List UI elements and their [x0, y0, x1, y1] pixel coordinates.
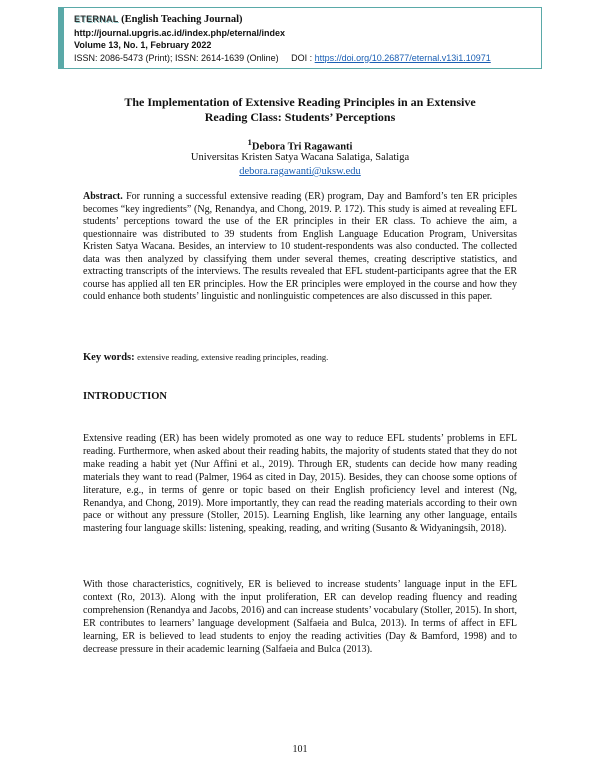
- author-name-text: Debora Tri Ragawanti: [251, 141, 353, 153]
- journal-issn-doi-line: [74, 52, 533, 65]
- paper-title-line-1: The Implementation of Extensive Reading Principles in an Extensive: [124, 95, 476, 109]
- author-affiliation: Universitas Kristen Satya Wacana Salatiga, Salatiga: [190, 152, 410, 163]
- journal-url[interactable]: http://journal.upgris.ac.id/index.php/eternal/index: [74, 27, 286, 38]
- abstract-label: Abstract.: [83, 191, 123, 202]
- keywords: [83, 352, 517, 363]
- author-email-line: [80, 166, 520, 177]
- author-email-link[interactable]: debora.ragawanti@uksw.edu: [239, 166, 361, 177]
- journal-logo: ETERNAL: [74, 14, 119, 24]
- journal-name-line: [74, 13, 533, 27]
- intro-paragraph-1: Extensive reading (ER) has been widely promoted as one way to reduce EFL students’ problems in EFL reading. Furthermore, when asked about their reading habits, the majority of students stated that they do not make reading a habit yet (Nur Affini et al., 2019). Through ER, students can decide how many reading materials they want to read (Palmer, 1964 as cited in Day, 2015). Besides, they can choose some options of literature, e.g., in terms of genre or topic based on their English proficiency level and interest (Ng, Renandya, and Chong, 2019). More importantly, they can read the reading materials according to their own pace or without any pressure (Stoller, 2015). Learning English, like learning any other language, entails mastering four language skills: listening, speaking, reading, and writing (Susanto & Widyaningsih, 2018).: [83, 433, 517, 535]
- journal-issn: ISSN: 2086-5473 (Print); ISSN: 2614-1639 (Online): [74, 52, 279, 63]
- paper-title-line-2: Reading Class: Students’ Perceptions: [204, 110, 396, 124]
- abstract-text: For running a successful extensive reading (ER) program, Day and Bamford’s ten ER priciples becomes “key ingredients” (Ng, Renandya, and Chong, 2019. P. 172). This study is aimed at revealing EFL students’ perceptions toward the use of the ER principles in their ER class. To achieve the aim, a questionnaire was distributed to 39 students from English Language Education Program, Universitas Kristen Satya Wacana. Besides, an interview to 10 student-respondents was also conducted. The collected data was then analyzed by classifying them under several themes, creating descriptive statistics, and extracting transcripts of the interviews. The results revealed that EFL student-participants agree that the ER course has applied all ten ER principles. How the ER principles were employed in the course and how they could enhance both students’ linguistic and nonlinguistic competences are also discussed in this paper.: [83, 191, 517, 302]
- page-number: 101: [292, 744, 308, 755]
- paper-title: [80, 95, 520, 125]
- section-heading-introduction: INTRODUCTION: [83, 391, 168, 402]
- doi-label: DOI :: [291, 52, 313, 63]
- keywords-text: extensive reading, extensive reading principles, reading.: [137, 352, 329, 362]
- journal-header: [58, 7, 542, 69]
- intro-paragraph-2: With those characteristics, cognitively, ER is believed to increase students’ language input in the EFL context (Ro, 2013). Along with the input proliferation, ER can develop reading fluency and reading comprehension (Renandya and Jacobs, 2016) and can increase students’ vocabulary (Stoller, 2015). In short, ER contributes to learners’ language development (Salfaeia and Bulca, 2013). In terms of affect in EFL learning, ER is believed to lead students to enjoy the reading activities (Day & Bamford, 1998) and to decrease pressure in their academic learning (Salfaeia and Bulca (2013).: [83, 579, 517, 655]
- journal-volume: Volume 13, No. 1, February 2022: [74, 40, 212, 50]
- journal-subtitle: (English Teaching Journal): [121, 14, 243, 25]
- author-superscript: 1: [247, 137, 252, 147]
- doi-link[interactable]: https://doi.org/10.26877/eternal.v13i1.10971: [314, 52, 491, 63]
- author-name: [80, 137, 520, 153]
- abstract: [83, 191, 517, 304]
- keywords-label: Key words:: [83, 352, 135, 363]
